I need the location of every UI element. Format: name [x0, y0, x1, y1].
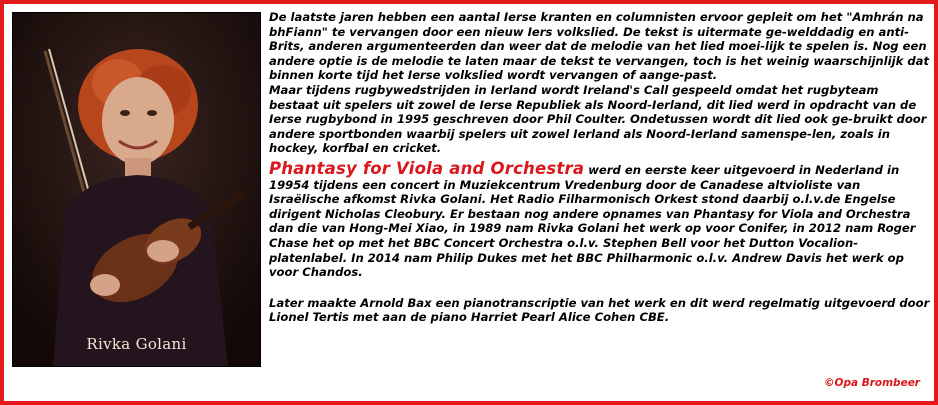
paragraph-1: De laatste jaren hebben een aantal Ierse kranten en columnisten ervoor gepleit om het "Amhrán na bhFiann" te vervangen door een nieuw Iers volkslied. De tekst is uitermate ge-welddadig en anti-Brits, anderen argumenteerden dan weer dat de melodie van het lied moei-lijk te spelen is. Nog een andere optie is de melodie te laten maar de tekst te vervangen, toch is het weinig waarschijnlijk dat binnen korte tijd het Ierse volkslied wordt vervangen of aange-past. [269, 10, 930, 83]
piece-title: Phantasy for Viola and Orchestra [269, 158, 585, 178]
rivka-golani-photo [12, 12, 261, 367]
paragraph-4: Later maakte Arnold Bax een pianotranscriptie van het werk en dit werd regelmatig uitgevoerd door Lionel Tertis met aan de piano Harriet Pearl Alice Cohen CBE. [269, 295, 930, 325]
article-body [269, 10, 931, 325]
paragraph-2: Maar tijdens rugbywedstrijden in Ierland wordt Ireland's Call gespeeld omdat het rugbyteam bestaat uit spelers uit zowel de Ierse Republiek als Noord-Ierland, dit lied werd in opdracht van de Ierse rugbybond in 1995 geschreven door Phil Coulter. Ondetussen wordt dit lied ook ge-bruikt door andere sportbonden waarbij spelers uit zowel Ierland als Noord-Ierland samenspe-len, zoals in hockey, korfbal en cricket. [269, 82, 927, 156]
paragraph-3-text: werd en eerste keer uitgevoerd in Nederland in 19954 tijdens een concert in Muziekcentrum Vredenburg door de Canadese altvioliste van Israëlische afkomst Rivka Golani. Het Radio Filharmonisch Orkest stond daarbij o.l.v.de Engelse dirigent Nicholas Cleobury. Er bestaan nog andere opnames van Phantasy for Viola and Orchestra dan die van Hong-Mei Xiao, in 1989 nam Rivka Golani het werk op voor Conifer, in 2012 nam Roger Chase het op met het BBC Concert Orchestra o.l.v. Stephen Bell voor het Dutton Vocalion-platenlabel. In 2014 nam Philip Dukes met het BBC Philharmonic o.l.v. Andrew Davis het werk op voor Chandos. [269, 162, 916, 280]
copyright-signature: ©Opa Brombeer [824, 377, 920, 389]
portrait-illustration [13, 13, 260, 366]
paragraph-3 [269, 158, 931, 280]
photo-caption: Rivka Golani [86, 335, 187, 353]
